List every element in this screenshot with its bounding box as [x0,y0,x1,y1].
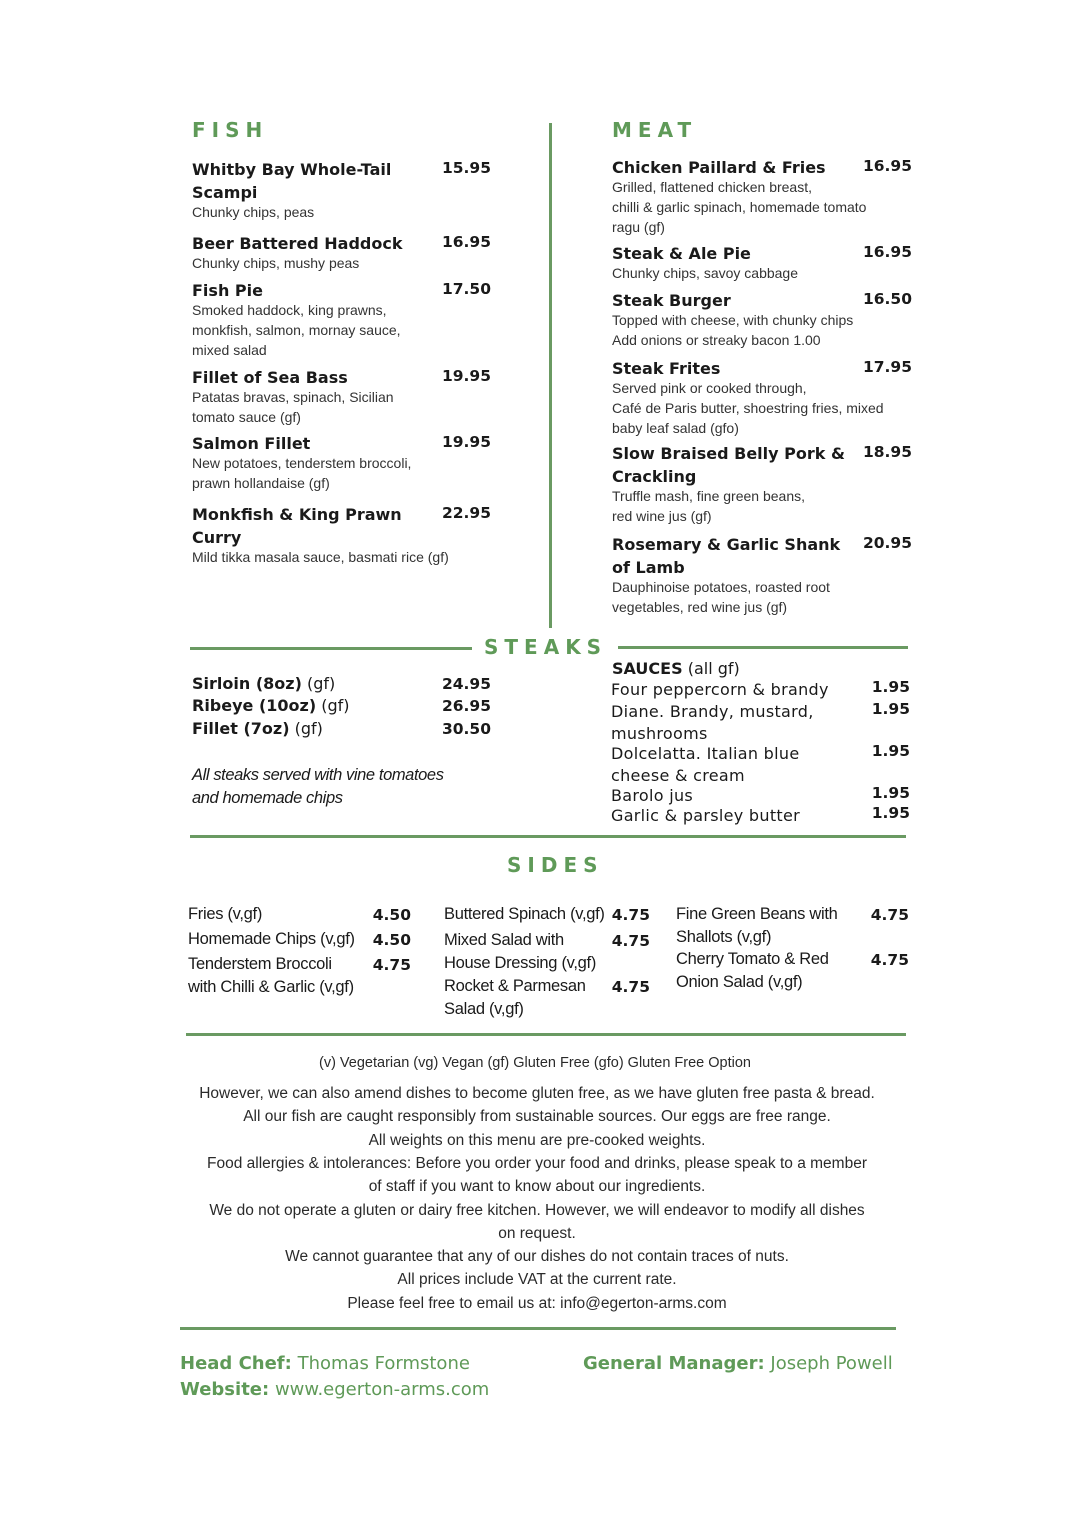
side-name: Salad (v,gf) [444,1000,524,1018]
menu-item-description: Café de Paris butter, shoestring fries, mixed [612,400,884,416]
note-line: All weights on this menu are pre-cooked weights. [368,1131,706,1149]
note-line: on request. [498,1224,576,1242]
menu-item-description: Served pink or cooked through, [612,380,807,396]
sauces-heading [612,659,740,678]
general-manager [583,1353,893,1374]
menu-item-name: Scampi [192,183,258,202]
menu-item-description: prawn hollandaise (gf) [192,475,330,491]
side-price: 4.75 [611,932,650,950]
side-name: House Dressing (v,gf) [444,954,597,972]
menu-item-price: 20.95 [862,534,912,552]
side-name: Homemade Chips (v,gf) [188,930,355,948]
menu-item-description: vegetables, red wine jus (gf) [612,599,788,615]
steak-tag: (gf) [321,696,350,715]
note-line: We do not operate a gluten or dairy free kitchen. However, we will endeavor to modify all dishes [209,1201,865,1219]
side-name: Mixed Salad with [444,931,564,949]
steak-name: Sirloin (8oz) [192,674,302,693]
note-line: of staff if you want to know about our ingredients. [368,1178,706,1196]
divider [190,835,906,838]
divider [186,1033,906,1036]
menu-item-price: 16.95 [862,157,912,175]
side-price: 4.75 [611,906,650,924]
note-line: Please feel free to email us at: info@egerton-arms.com [347,1294,727,1312]
side-price: 4.75 [372,956,411,974]
menu-item-description: red wine jus (gf) [612,508,712,524]
website-link[interactable]: www.egerton-arms.com [274,1379,490,1400]
divider [618,646,908,649]
steak-item [192,674,335,693]
divider [180,1327,896,1330]
menu-item-name: Salmon Fillet [192,434,311,453]
side-name: Tenderstem Broccoli [188,955,332,973]
note-line: We cannot guarantee that any of our dishes do not contain traces of nuts. [285,1248,789,1266]
side-name: Fine Green Beans with [676,905,838,923]
menu-item-price: 22.95 [441,504,491,522]
menu-item-name: Beer Battered Haddock [192,234,403,253]
sauce-price: 1.95 [871,700,910,718]
sauce-name: cheese & cream [611,766,745,785]
menu-item-name: Fillet of Sea Bass [192,368,348,387]
note-line: Food allergies & intolerances: Before you order your food and drinks, please speak to a member [207,1154,867,1172]
side-price: 4.75 [870,951,909,969]
menu-item-name: Rosemary & Garlic Shank [612,535,841,554]
steak-note: All steaks served with vine tomatoes [192,766,444,784]
menu-item-description: tomato sauce (gf) [192,409,301,425]
sauce-name: Four peppercorn & brandy [611,680,829,699]
side-price: 4.50 [372,931,411,949]
menu-item-price: 15.95 [441,159,491,177]
side-name: Onion Salad (v,gf) [676,973,803,991]
side-name: Cherry Tomato & Red [676,950,829,968]
menu-item-price: 17.50 [441,280,491,298]
sauce-name: Barolo jus [611,786,694,805]
steak-price: 24.95 [441,675,491,693]
steak-tag: (gf) [306,674,336,693]
manager-name: Joseph Powell [770,1353,893,1374]
menu-item-description: Chunky chips, mushy peas [192,255,360,271]
menu-item-description: Smoked haddock, king prawns, [192,302,387,318]
side-price: 4.75 [870,906,909,924]
menu-item-description: Truffle mash, fine green beans, [612,488,805,504]
meat-title: MEAT [612,118,698,142]
side-name: with Chilli & Garlic (v,gf) [188,978,354,996]
menu-item-name: Steak Frites [612,359,721,378]
menu-item-description: Chunky chips, peas [192,204,315,220]
menu-item-price: 16.50 [862,290,912,308]
sauce-name: Dolcelatta. Italian blue [611,744,800,763]
side-price: 4.50 [372,906,411,924]
steaks-title: STEAKS [484,635,608,659]
steak-note: and homemade chips [192,789,343,807]
side-price: 4.75 [611,978,650,996]
menu-item-name: Fish Pie [192,281,263,300]
fish-title: FISH [192,118,269,142]
menu-item-price: 16.95 [441,233,491,251]
menu-item-name: Crackling [612,467,697,486]
sauce-name: Diane. Brandy, mustard, [611,702,814,721]
column-divider [549,123,552,628]
menu-item-description: Grilled, flattened chicken breast, [612,179,812,195]
side-name: Shallots (v,gf) [676,928,772,946]
menu-item-name: Whitby Bay Whole-Tail [192,160,392,179]
menu-item-description: ragu (gf) [612,219,665,235]
dietary-legend: (v) Vegetarian (vg) Vegan (gf) Gluten Free (gfo) Gluten Free Option [319,1055,751,1071]
menu-item-description: Chunky chips, savoy cabbage [612,265,798,281]
menu-item-name: Slow Braised Belly Pork & [612,444,845,463]
sauce-name: mushrooms [611,724,708,743]
sauce-name: Garlic & parsley butter [611,806,801,825]
menu-item-price: 18.95 [862,443,912,461]
steak-item [192,696,350,715]
sauce-price: 1.95 [871,678,910,696]
menu-item-price: 19.95 [441,367,491,385]
steak-name: Fillet (7oz) [192,719,290,738]
menu-item-name: Chicken Paillard & Fries [612,158,826,177]
steak-price: 30.50 [441,720,491,738]
side-name: Buttered Spinach (v,gf) [444,905,605,923]
menu-item-description: mixed salad [192,342,267,358]
note-line: All our fish are caught responsibly from sustainable sources. Our eggs are free range. [243,1108,831,1126]
website-label: Website: [180,1379,270,1400]
sauces-title: SAUCES [612,659,683,678]
menu-item-name: Steak Burger [612,291,731,310]
menu-item-description: Dauphinoise potatoes, roasted root [612,579,830,595]
steak-tag: (gf) [294,719,323,738]
divider [190,647,472,650]
website [180,1379,489,1400]
steak-name: Ribeye (10oz) [192,696,317,715]
menu-item-description: Mild tikka masala sauce, basmati rice (gf) [192,549,449,565]
menu-item-description: New potatoes, tenderstem broccoli, [192,455,412,471]
menu-item-price: 17.95 [862,358,912,376]
sauces-subtitle: (all gf) [687,659,740,678]
menu-item-name: Steak & Ale Pie [612,244,751,263]
menu-item-price: 19.95 [441,433,491,451]
menu-item-description: Topped with cheese, with chunky chips [612,312,854,328]
side-name: Fries (v,gf) [188,905,263,923]
side-name: Rocket & Parmesan [444,977,586,995]
menu-item-name: Curry [192,528,242,547]
head-chef-label: Head Chef: [180,1353,292,1374]
menu-item-description: baby leaf salad (gfo) [612,420,739,436]
menu-item-name: of Lamb [612,558,685,577]
menu-item-price: 16.95 [862,243,912,261]
note-line: All prices include VAT at the current rate. [397,1271,677,1289]
head-chef [180,1353,470,1374]
menu-item-description: monkfish, salmon, mornay sauce, [192,322,401,338]
manager-label: General Manager: [583,1353,765,1374]
menu-item-name: Monkfish & King Prawn [192,505,402,524]
sides-title: SIDES [507,853,604,877]
note-line: However, we can also amend dishes to become gluten free, as we have gluten free pasta & bread. [199,1085,875,1102]
sauce-price: 1.95 [871,742,910,760]
steak-item [192,719,323,738]
menu-item-description: chilli & garlic spinach, homemade tomato [612,199,867,215]
menu-item-description: Patatas bravas, spinach, Sicilian [192,389,394,405]
head-chef-name: Thomas Formstone [297,1353,470,1374]
steak-price: 26.95 [441,697,491,715]
sauce-price: 1.95 [871,804,910,822]
sauce-price: 1.95 [871,784,910,802]
menu-item-description: Add onions or streaky bacon 1.00 [612,332,821,348]
